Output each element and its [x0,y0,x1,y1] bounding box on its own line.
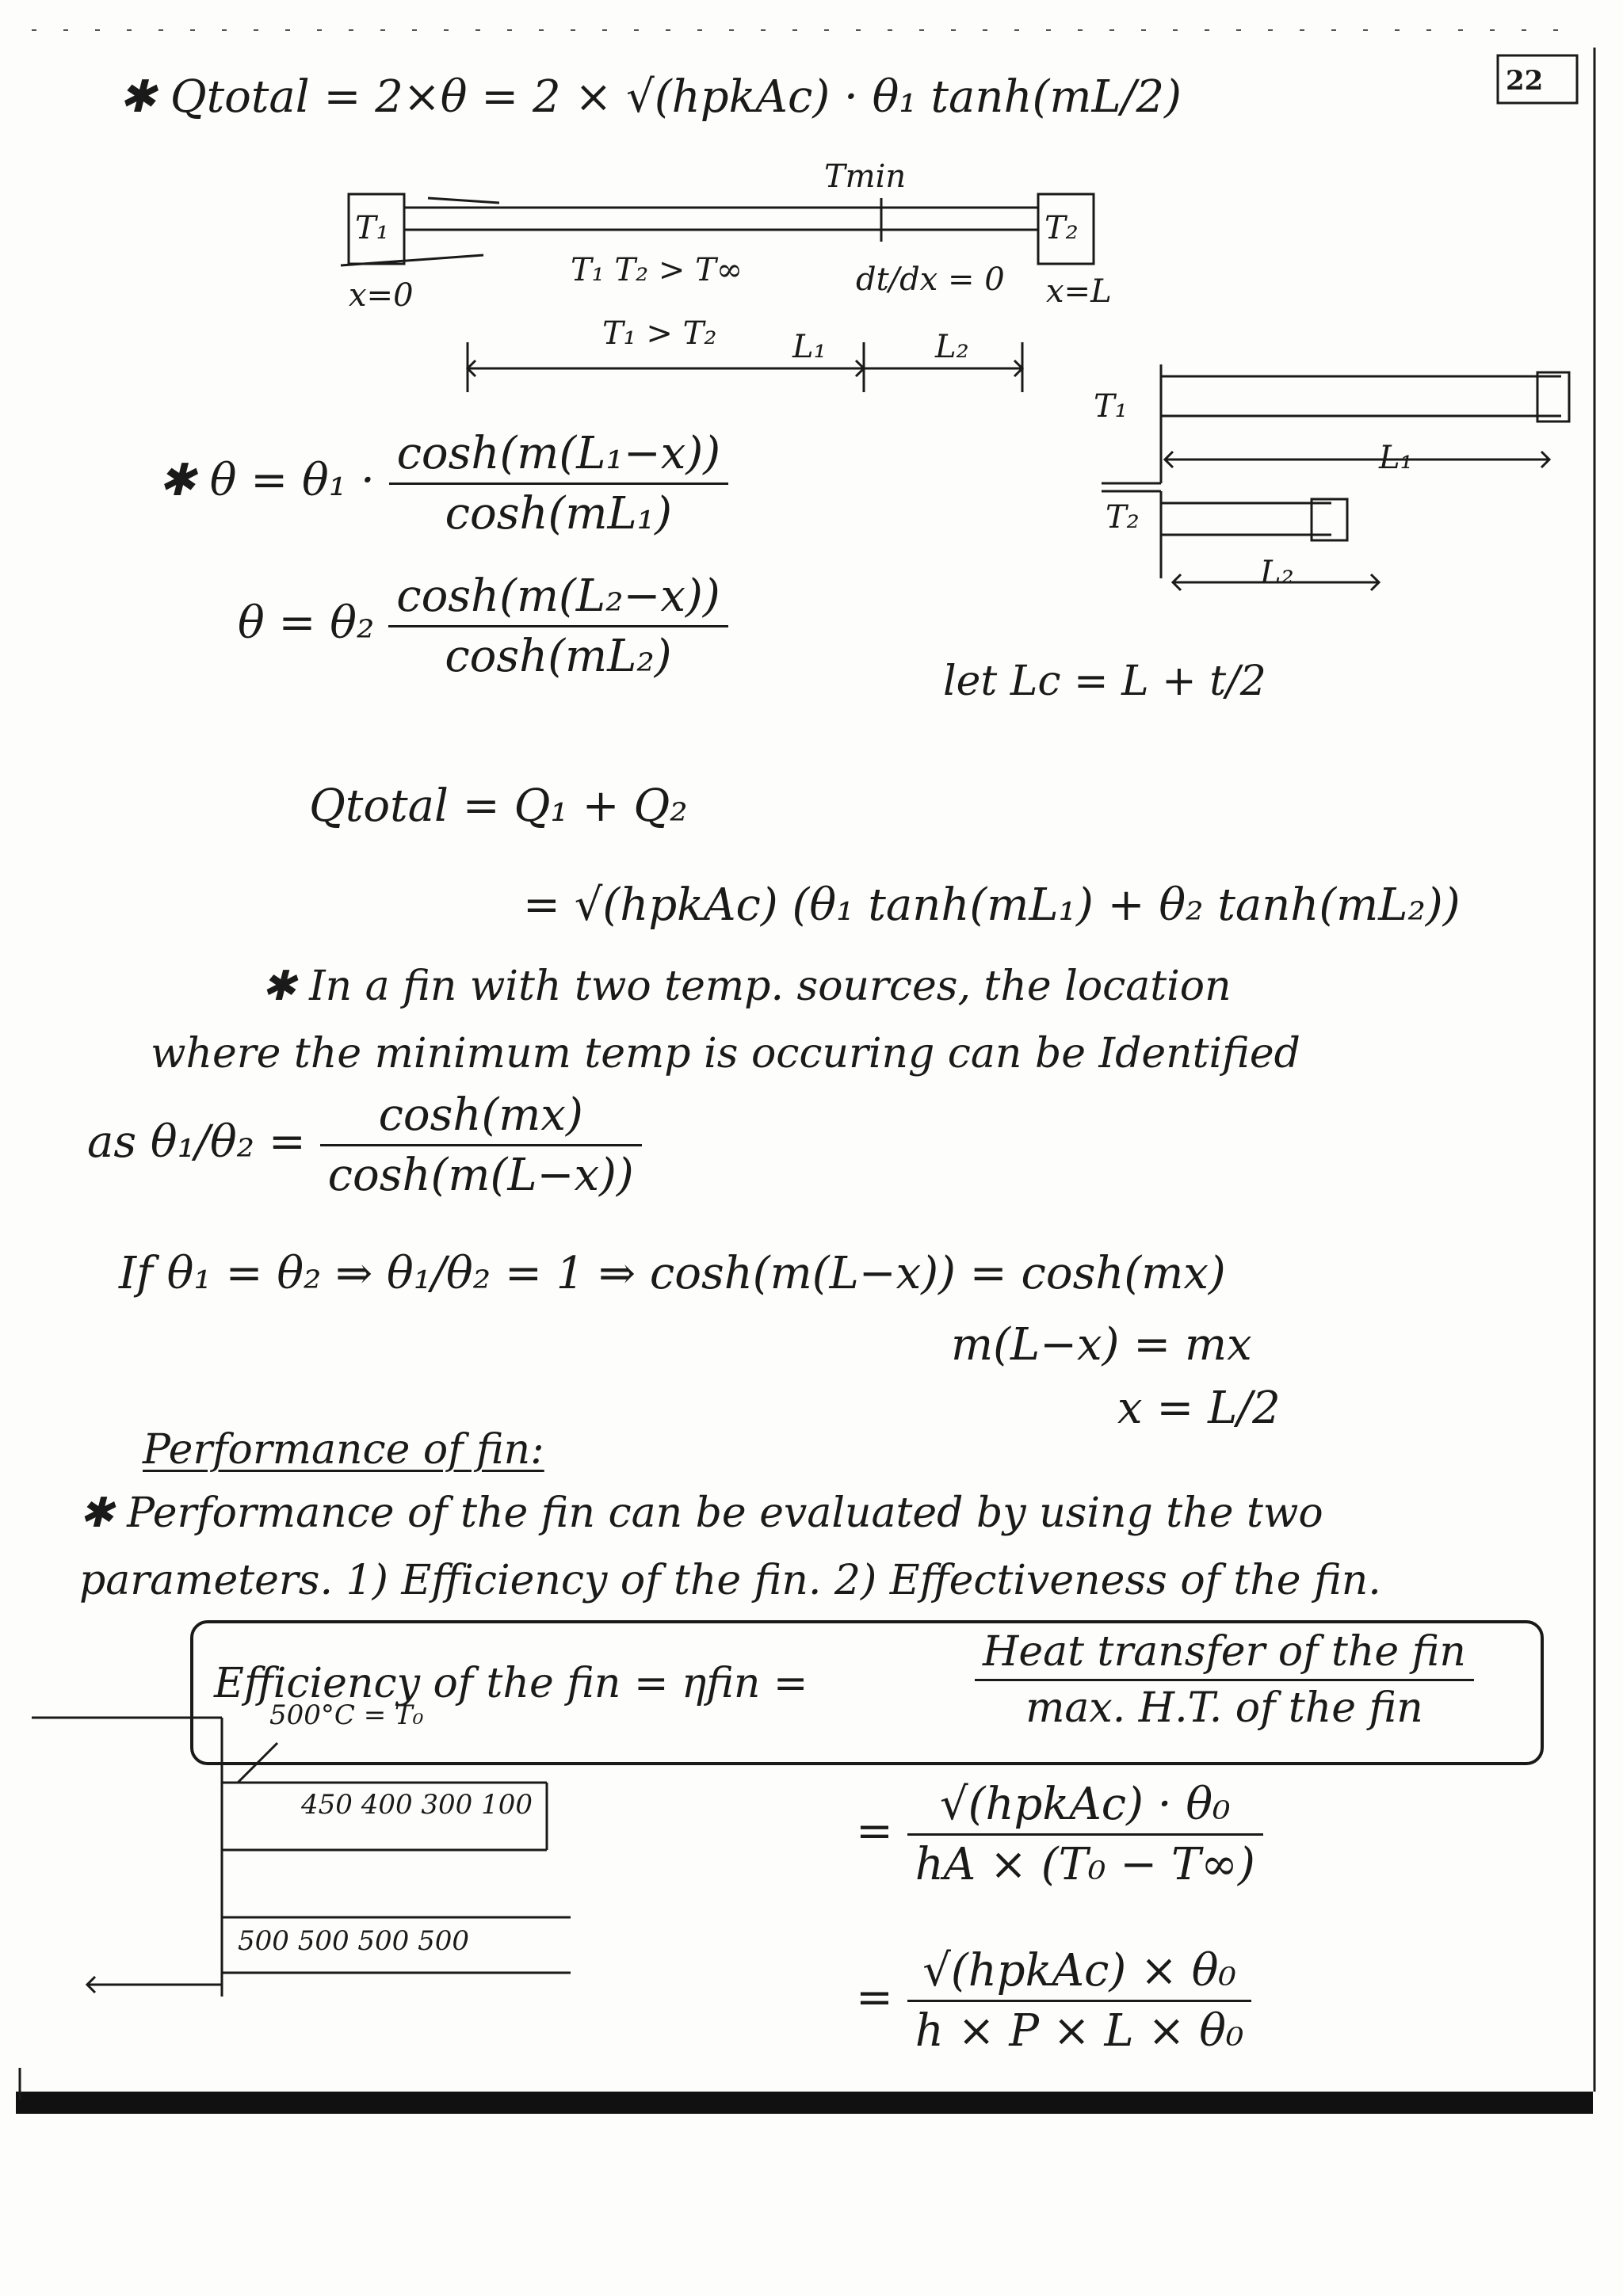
label-deriv: dt/dx = 0 [856,261,1005,298]
fin-bottom-values: 500 500 500 500 [238,1925,470,1957]
fin-top-values: 450 400 300 100 [301,1789,533,1821]
label-l2: L₂ [935,329,969,365]
efficiency-step-1: = $\frac{\text{√(hpkAc) · θ₀}}{\text{hA × (T₀ − T∞)}}$ [856,1779,1263,1890]
fin-base-label: 500°C = T₀ [269,1699,424,1731]
q-total-equation-1: ✱ Qtotal = 2×θ = 2 × √(hpkAc) · θ₁ tanh(mL/2) [119,71,1182,123]
split-fins-diagram [1102,364,1569,590]
label-l2-fin: L₂ [1260,555,1294,591]
performance-heading: Performance of fin: [143,1426,544,1474]
theta-equation-1: ✱ θ = θ₁ · $\frac{\text{cosh(m(L₁−x))}}{\text{cosh(mL₁)}}$ [158,428,728,540]
label-t2-fin: T₂ [1106,499,1140,536]
two-source-note-line2: where the minimum temp is occuring can be Identified [151,1030,1300,1077]
label-x0: x=0 [349,277,414,314]
half-length-result: x = L/2 [1117,1383,1281,1434]
star-icon: ✱ [262,963,310,1010]
q-total-tanh: = √(hpkAc) (θ₁ tanh(mL₁) + θ₂ tanh(mL₂)) [523,879,1461,931]
star-icon: ✱ [119,71,170,123]
label-t1-fin: T₁ [1094,388,1128,425]
efficiency-step-2: = $\frac{\text{√(hpkAc) × θ₀}}{\text{h × P × L × θ₀}}$ [856,1945,1251,2057]
star-icon: ✱ [79,1489,128,1537]
label-cond1: T₁ T₂ > T∞ [571,252,743,288]
bottom-scan-bar [16,2092,1593,2114]
let-lc-note: let Lc = L + t/2 [943,658,1266,705]
label-l1: L₁ [792,329,827,365]
mx-equation: m(L−x) = mx [951,1319,1252,1371]
equal-theta-condition: If θ₁ = θ₂ ⇒ θ₁/θ₂ = 1 ⇒ cosh(m(L−x)) = cosh(mx) [119,1248,1226,1299]
label-t1: T₁ [355,210,389,246]
two-source-note-line1: ✱ In a fin with two temp. sources, the location [262,963,1232,1010]
label-cond2: T₁ > T₂ [602,315,717,352]
efficiency-lhs: Efficiency of the fin = ηfin = [214,1660,808,1707]
label-xl: x=L [1046,273,1112,310]
page-number: 22 [1506,65,1544,97]
theta-ratio-equation: as θ₁/θ₂ = $\frac{\cosh(mx)}{\cosh(m(L-x))}$ [87,1089,642,1201]
efficiency-fraction: $\frac{\text{Heat transfer of the fin}}{\text{max. H.T. of the fin}}$ [975,1628,1474,1732]
performance-line2: parameters. 1) Efficiency of the fin. 2) Effectiveness of the fin. [79,1557,1381,1604]
label-t2: T₂ [1044,210,1079,246]
star-icon: ✱ [158,455,210,506]
performance-line1: ✱ Performance of the fin can be evaluated by using the two [79,1489,1323,1537]
label-l1-fin: L₁ [1379,440,1413,476]
label-tmin: Tmin [824,158,907,195]
theta-equation-2: θ = θ₂ $\frac{\text{cosh(m(L₂−x))}}{\text{cosh(mL₂)}}$ [238,570,728,682]
q-total-sum: Qtotal = Q₁ + Q₂ [309,780,688,832]
